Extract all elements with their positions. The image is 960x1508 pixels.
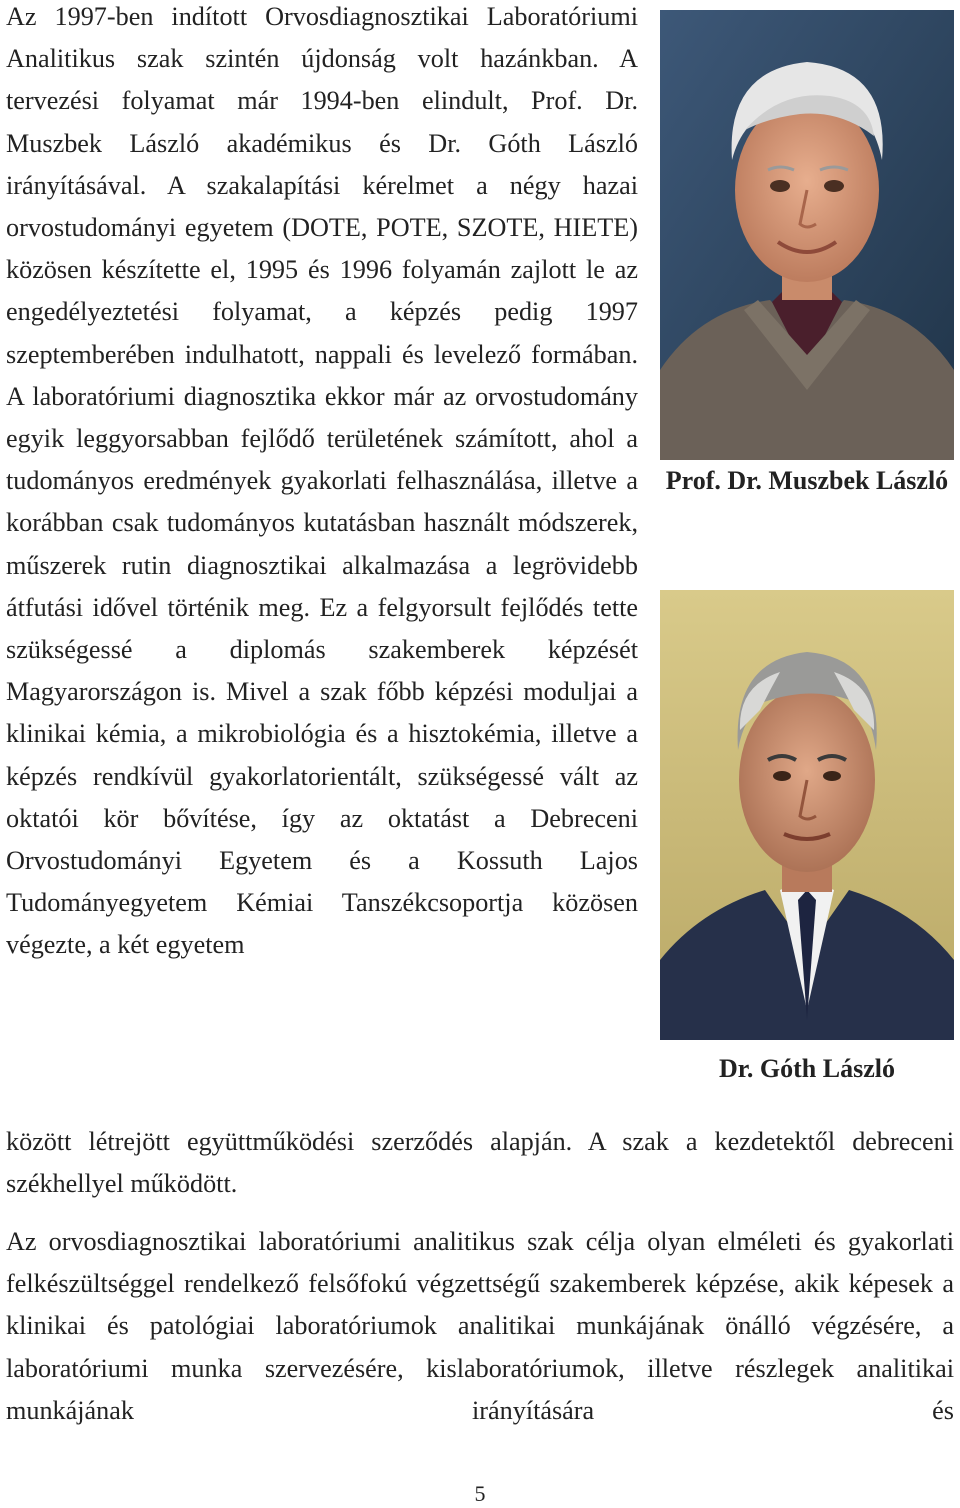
paragraph-aims: Az orvosdiagnosztikai laboratóriumi analitikus szak célja olyan elméleti és gyakorlati felkészültséggel rendelkező felsőfokú végzettségű szakemberek képzése, akik képesek a klinikai és patológiai laboratóriumok analitikai munkájának önálló végzésére, a laboratóriumi munka szervezésére, kislaboratóriumok, illetve részlegek analitikai munkájának irányítására és <box>6 1227 954 1425</box>
portrait-muszbek-caption: Prof. Dr. Muszbek László <box>665 466 949 495</box>
portrait-goth-photo <box>660 590 954 1040</box>
portrait-goth-caption: Dr. Góth László <box>719 1054 895 1083</box>
portrait-muszbek-photo <box>660 10 954 460</box>
paragraph-intro: Az 1997-ben indított Orvosdiagnosztikai Laboratóriumi Analitikus szak szintén újdonság volt hazánkban. A tervezési folyamat már 1994-ben elindult, Prof. Dr. Muszbek László akadémikus és Dr. Góth László irányításával. A szakalapítási kérelmet a négy hazai orvostudományi egyetem (DOTE, POTE, SZOTE, HIETE) közösen készítette el, 1995 és 1996 folyamán zajlott le az engedélyeztetési folyamat, a képzés pedig 1997 szeptemberében indulhatott, nappali és levelező formában. A laboratóriumi diagnosztika ekkor már az orvostudomány egyik leggyorsabban fejlődő területének számított, ahol a tudományos eredmények gyakorlati felhasználása, illetve a korábban csak tudományos kutatásban használt módszerek, műszerek rutin diagnosztikai alkalmazása a legrövidebb átfutási idővel történik meg. Ez a felgyorsult fejlődés tette szükségessé a diplomás szakemberek képzését Magyarországon is. Mivel a szak főbb képzési moduljai a klinikai kémia, a mikrobiológia és a hisztokémia, illetve a képzés rendkívül gyakorlatorientált, szükségessé vált az oktatói kör bővítése, így az oktatást a Debreceni Orvostudományi Egyetem és a Kossuth Lajos Tudományegyetem Kémiai Tanszékcsoportja közösen végezte, a két egyetem <box>6 2 638 960</box>
page-number: 5 <box>474 1481 486 1506</box>
paragraph-intro-continued: között létrejött együttműködési szerződés alapján. A szak a kezdetektől debreceni székhellyel működött. <box>6 1127 954 1199</box>
portrait-photo-icon <box>660 590 954 1040</box>
portrait-photo-icon <box>660 10 954 460</box>
